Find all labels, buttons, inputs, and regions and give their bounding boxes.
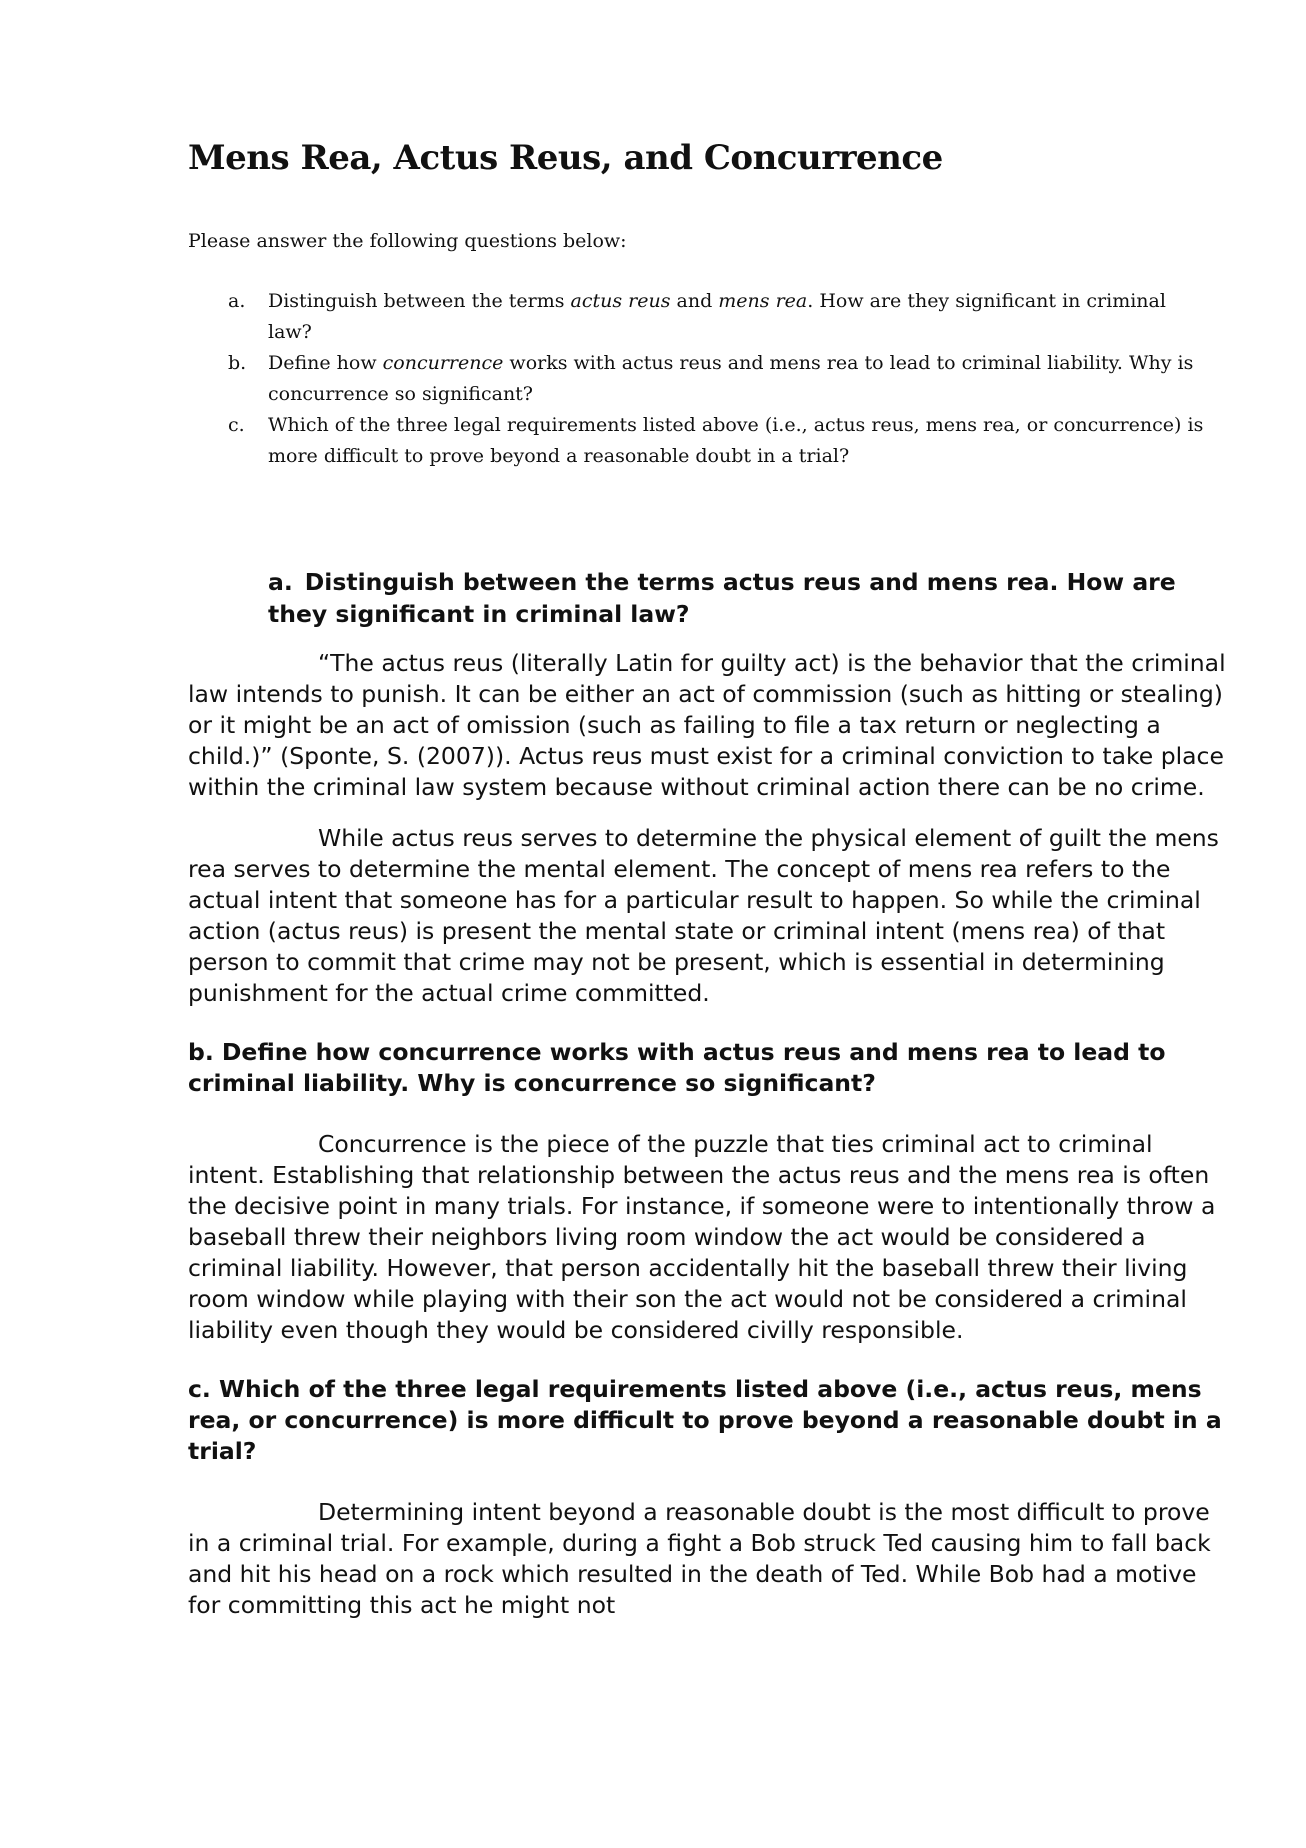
answer-c-heading: c. Which of the three legal requirements listed above (i.e., actus reus, mens rea, or concurrence) is more difficult to prove beyond a reasonable doubt in a trial? (188, 1375, 1222, 1465)
term-concurrence: concurrence (382, 352, 504, 374)
answer-c-paragraph: Determining intent beyond a reasonable doubt is the most difficult to prove in a criminal trial. For example, during a fight a Bob struck Ted causing him to fall back and hit his head on a rock which resulted in the death of Ted. While Bob had a motive for committing this act he might not (188, 1498, 1211, 1619)
answer-a-paragraph-1: “The actus reus (literally Latin for guilty act) is the behavior that the criminal law intends to punish. It can be either an act of commission (such as hitting or stealing) or it might be an act of omission (such as failing to file a tax return or neglecting a child.)” (Sponte, S. (2007)). Actus reus must exist for a criminal conviction to take place within the criminal law system because without criminal action there can be no crime. (188, 649, 1226, 801)
term-mens-rea: mens rea (718, 290, 808, 312)
document-title: Mens Rea, Actus Reus, and Concurrence (188, 138, 943, 178)
answer-b-heading: b. Define how concurrence works with actus reus and mens rea to lead to criminal liability. Why is concurrence so significant? (188, 1038, 1166, 1097)
question-marker: b. (228, 352, 247, 374)
question-item-b: b. Define how concurrence works with actus reus and mens rea to lead to criminal liability. Why is concurrence so significant? (228, 348, 1208, 410)
answer-b-paragraph: Concurrence is the piece of the puzzle that ties criminal act to criminal intent. Establishing that relationship between the actus reus and the mens rea is often the decisive point in many trials. For instance, if someone were to intentionally throw a baseball threw their neighbors living room window the act would be considered a criminal liability. However, that person accidentally hit the baseball threw their living room window while playing with their son the act would not be considered a criminal liability even though they would be considered civilly responsible. (188, 1130, 1216, 1344)
question-item-a: a. Distinguish between the terms actus reus and mens rea. How are they significant in criminal law? (228, 286, 1208, 348)
document-page (188, 138, 1228, 1621)
answers-section (188, 566, 1228, 1621)
term-actus-reus: actus reus (570, 290, 671, 312)
question-marker: c. (228, 414, 245, 436)
answer-a-paragraph-2: While actus reus serves to determine the physical element of guilt the mens rea serves to determine the mental element. The concept of mens rea refers to the actual intent that someone has for a particular result to happen. So while the criminal action (actus reus) is present the mental state or criminal intent (mens rea) of that person to commit that crime may not be present, which is essential in determining punishment for the actual crime committed. (188, 824, 1219, 1007)
question-list (188, 286, 1228, 472)
intro-text: Please answer the following questions below: (188, 230, 627, 252)
question-marker: a. (228, 290, 246, 312)
answer-a-heading: a. Distinguish between the terms actus reus and mens rea. How are they significant in criminal law? (268, 568, 1176, 628)
question-item-c: c. Which of the three legal requirements listed above (i.e., actus reus, mens rea, or concurrence) is more difficult to prove beyond a reasonable doubt in a trial? (228, 410, 1208, 472)
